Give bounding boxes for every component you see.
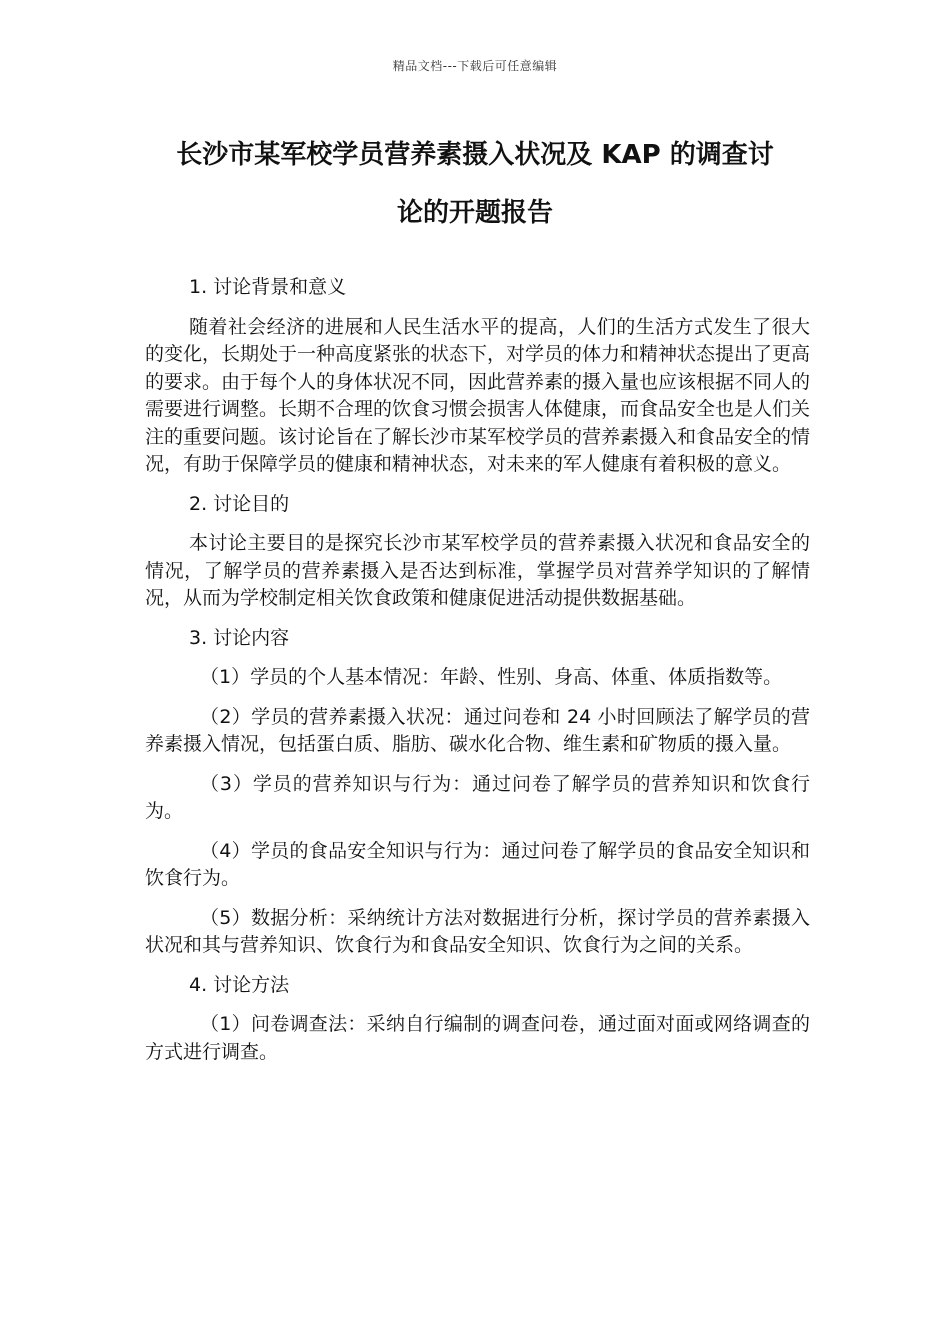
content-item-1: （1）学员的个人基本情况：年龄、性别、身高、体重、体质指数等。 bbox=[200, 666, 783, 688]
content-item-3: （3）学员的营养知识与行为：通过问卷了解学员的营养知识和饮食行为。 bbox=[145, 772, 810, 822]
content-item-5: （5）数据分析：采纳统计方法对数据进行分析，探讨学员的营养素摄入状况和其与营养知识、饮食行为和食品安全知识、饮食行为之间的关系。 bbox=[145, 906, 810, 956]
section-paragraph-purpose: 本讨论主要目的是探究长沙市某军校学员的营养素摄入状况和食品安全的情况，了解学员的营养素摄入是否达到标准，掌握学员对营养学知识的了解情况，从而为学校制定相关饮食政策和健康促进活动提供数据基础。 bbox=[145, 532, 810, 609]
content-item-4: （4）学员的食品安全知识与行为：通过问卷了解学员的食品安全知识和饮食行为。 bbox=[145, 839, 810, 889]
header-note: 精品文档---下载后可任意编辑 bbox=[392, 59, 558, 73]
document-title-line-2: 论的开题报告 bbox=[396, 198, 553, 228]
document-title-line-1: 长沙市某军校学员营养素摄入状况及 KAP 的调查讨 bbox=[176, 140, 774, 170]
methods-item-1: （1）问卷调查法：采纳自行编制的调查问卷，通过面对面或网络调查的方式进行调查。 bbox=[145, 1013, 810, 1063]
section-heading-purpose: 2. 讨论目的 bbox=[189, 492, 290, 515]
section-heading-content: 3. 讨论内容 bbox=[189, 626, 290, 649]
content-item-2: （2）学员的营养素摄入状况：通过问卷和 24 小时回顾法了解学员的营养素摄入情况，包括蛋白质、脂肪、碳水化合物、维生素和矿物质的摄入量。 bbox=[145, 705, 810, 755]
document-body bbox=[145, 272, 810, 1078]
section-paragraph-background: 随着社会经济的进展和人民生活水平的提高，人们的生活方式发生了很大的变化，长期处于一种高度紧张的状态下，对学员的体力和精神状态提出了更高的要求。由于每个人的身体状况不同，因此营养素的摄入量也应该根据不同人的需要进行调整。长期不合理的饮食习惯会损害人体健康，而食品安全也是人们关注的重要问题。该讨论旨在了解长沙市某军校学员的营养素摄入和食品安全的情况，有助于保障学员的健康和精神状态，对未来的军人健康有着积极的意义。 bbox=[145, 315, 811, 475]
section-heading-background: 1. 讨论背景和意义 bbox=[189, 276, 347, 298]
section-heading-methods: 4. 讨论方法 bbox=[189, 973, 290, 996]
